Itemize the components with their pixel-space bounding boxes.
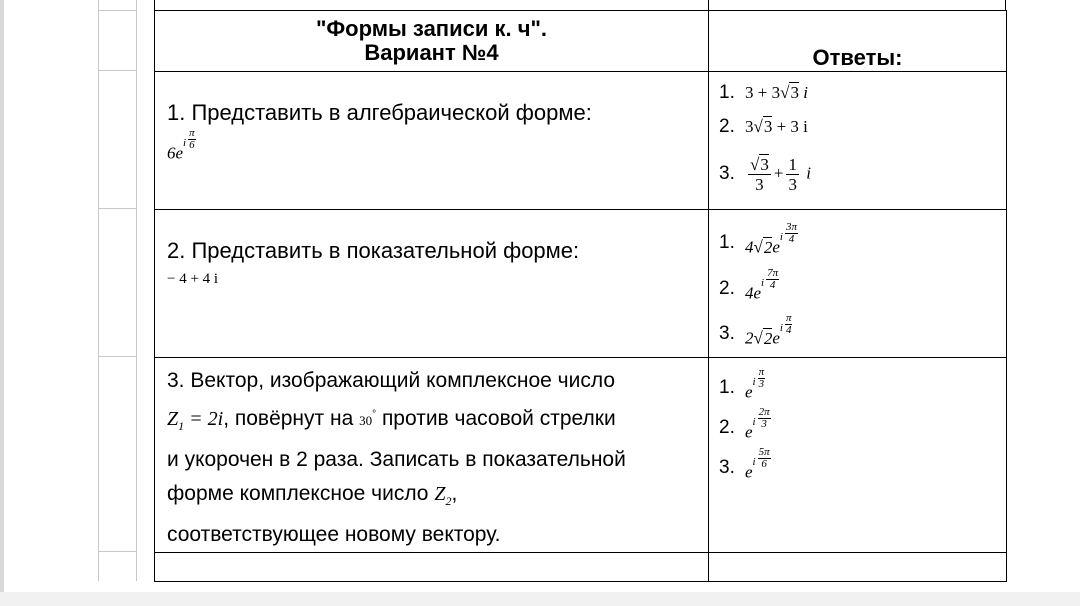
- task-3-answers[interactable]: [709, 358, 1007, 553]
- row-gutter: [98, 0, 137, 581]
- task-1-cell[interactable]: [155, 72, 709, 210]
- task-2-answer-1: 1. $4√2e^{i \frac{3\pi}{4}}$: [719, 221, 797, 257]
- task-row-1: [155, 72, 1007, 210]
- task-3-line-2: $Z_1 = 2i$, повёрнут на 30° против часовой стрелки: [167, 407, 616, 433]
- empty-cell-left[interactable]: [155, 553, 709, 582]
- task-3-line-3: и укорочен в 2 раза. Записать в показательной: [167, 448, 626, 471]
- empty-row: [155, 553, 1007, 582]
- task-3-line-1: 3. Вектор, изображающий комплексное число: [167, 369, 616, 392]
- title-cell[interactable]: [155, 11, 709, 72]
- task-1-answer-2: 2. 3√3 + 3 i: [719, 116, 808, 137]
- window-left-edge: [0, 0, 4, 606]
- task-2-expression: − 4 + 4 i: [167, 271, 219, 287]
- page-bottom-band: [0, 592, 1080, 606]
- task-1-expression: $6e^{i \frac{\pi}{6}}$: [167, 127, 195, 163]
- task-1-text: 1. Представить в алгебраической форме:: [167, 100, 592, 125]
- answers-header-cell[interactable]: [709, 11, 1007, 72]
- task-3-line-5: соответствующее новому вектору.: [167, 523, 501, 546]
- task-table: [154, 10, 1007, 582]
- task-2-answers[interactable]: [709, 210, 1007, 358]
- task-2-text: 2. Представить в показательной форме:: [167, 238, 580, 263]
- title-line-2: Вариант №4: [364, 40, 499, 65]
- task-2-cell[interactable]: [155, 210, 709, 358]
- previous-row-stub: [154, 0, 1006, 10]
- task-3-cell[interactable]: [155, 358, 709, 553]
- task-3-line-4: форме комплексное число $Z_2$,: [167, 482, 458, 508]
- answers-title: Ответы:: [812, 45, 903, 70]
- task-2-answer-2: 2. $4e^{i \frac{7\pi}{4}}$: [719, 267, 779, 303]
- task-1-answer-1: 1. 3 + 3√3 i: [719, 82, 808, 103]
- title-line-1: "Формы записи к. ч".: [315, 16, 548, 41]
- task-1-answers[interactable]: [709, 72, 1007, 210]
- task-3-answer-3: 3. $e^{i \frac{5\pi}{6}}$: [719, 446, 770, 482]
- task-row-3: [155, 358, 1007, 553]
- task-1-answer-3: 3. $\frac{√3}{3}$ + $\frac{1}{3}$ i: [719, 154, 811, 194]
- task-row-2: [155, 210, 1007, 358]
- empty-cell-right[interactable]: [709, 553, 1007, 582]
- header-row: [155, 11, 1007, 72]
- task-3-answer-1: 1. $e^{i \frac{\pi}{3}}$: [719, 366, 765, 402]
- task-2-answer-3: 3. $2√2e^{i \frac{\pi}{4}}$: [719, 312, 792, 348]
- task-3-answer-2: 2. $e^{i \frac{2\pi}{3}}$: [719, 406, 770, 442]
